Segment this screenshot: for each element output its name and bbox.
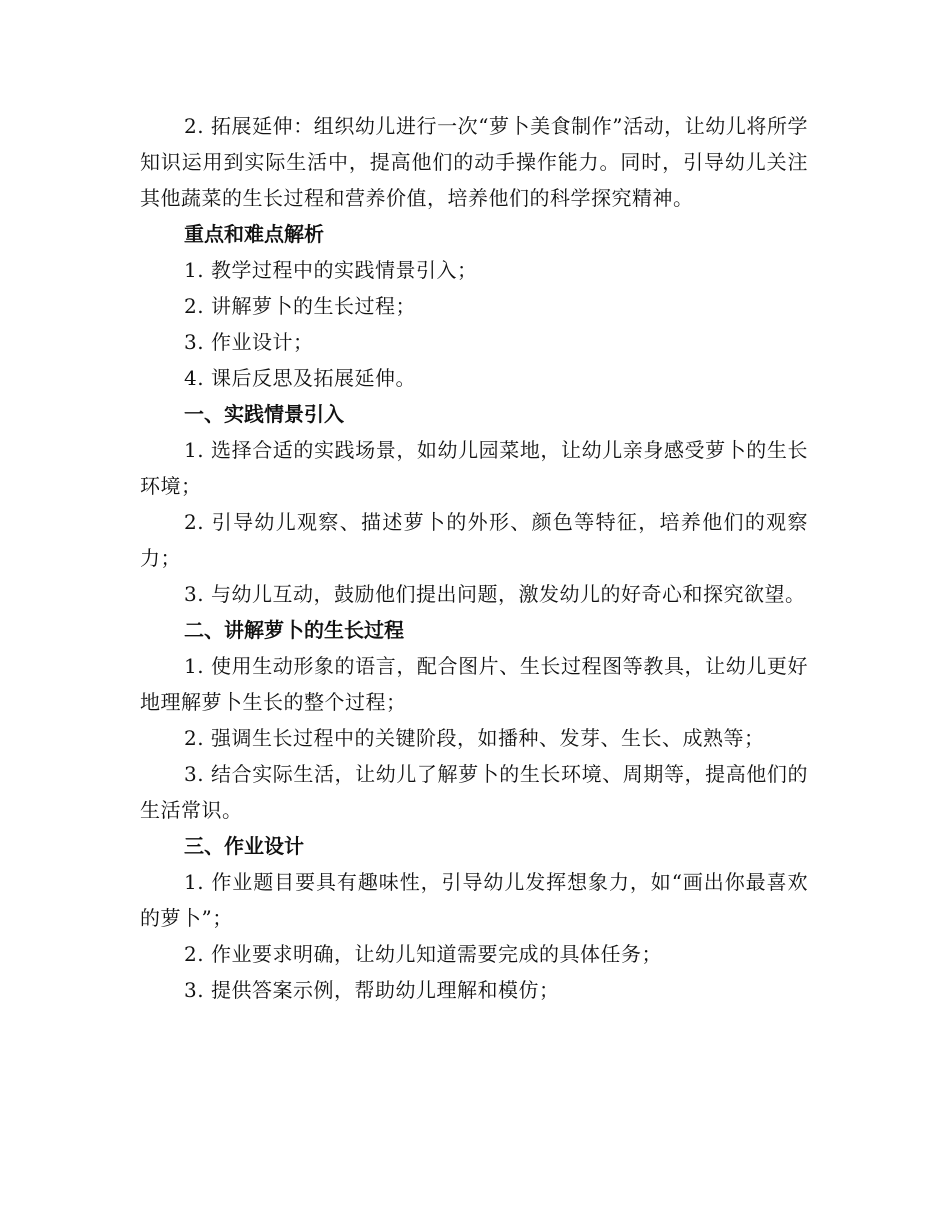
list-item: 2. 引导幼儿观察、描述萝卜的外形、颜色等特征，培养他们的观察力； <box>140 510 808 570</box>
heading-key-points: 重点和难点解析 <box>184 222 324 246</box>
heading-section-1: 一、实践情景引入 <box>184 402 344 426</box>
list-item: 2. 作业要求明确，让幼儿知道需要完成的具体任务； <box>184 942 662 966</box>
list-item: 1. 作业题目要具有趣味性，引导幼儿发挥想象力，如“画出你最喜欢的萝卜”； <box>140 870 808 930</box>
heading-section-3: 三、作业设计 <box>184 834 304 858</box>
list-item: 1. 教学过程中的实践情景引入； <box>184 258 478 282</box>
list-item: 3. 结合实际生活，让幼儿了解萝卜的生长环境、周期等，提高他们的生活常识。 <box>140 762 808 822</box>
list-item: 1. 使用生动形象的语言，配合图片、生长过程图等教具，让幼儿更好地理解萝卜生长的整个过程； <box>140 654 808 714</box>
list-item: 4. 课后反思及拓展延伸。 <box>184 366 416 390</box>
list-item: 2. 讲解萝卜的生长过程； <box>184 294 416 318</box>
list-item: 2. 强调生长过程中的关键阶段，如播种、发芽、生长、成熟等； <box>184 726 765 750</box>
document-page <box>140 108 808 1008</box>
list-item: 1. 选择合适的实践场景，如幼儿园菜地，让幼儿亲身感受萝卜的生长环境； <box>140 438 808 498</box>
paragraph-extension: 2. 拓展延伸：组织幼儿进行一次“萝卜美食制作”活动，让幼儿将所学知识运用到实际生活中，提高他们的动手操作能力。同时，引导幼儿关注其他蔬菜的生长过程和营养价值，培养他们的科学探究精神。 <box>140 114 808 210</box>
list-item: 3. 提供答案示例，帮助幼儿理解和模仿； <box>184 978 560 1002</box>
list-item: 3. 与幼儿互动，鼓励他们提出问题，激发幼儿的好奇心和探究欲望。 <box>184 582 806 606</box>
list-item: 3. 作业设计； <box>184 330 314 354</box>
heading-section-2: 二、讲解萝卜的生长过程 <box>184 618 404 642</box>
